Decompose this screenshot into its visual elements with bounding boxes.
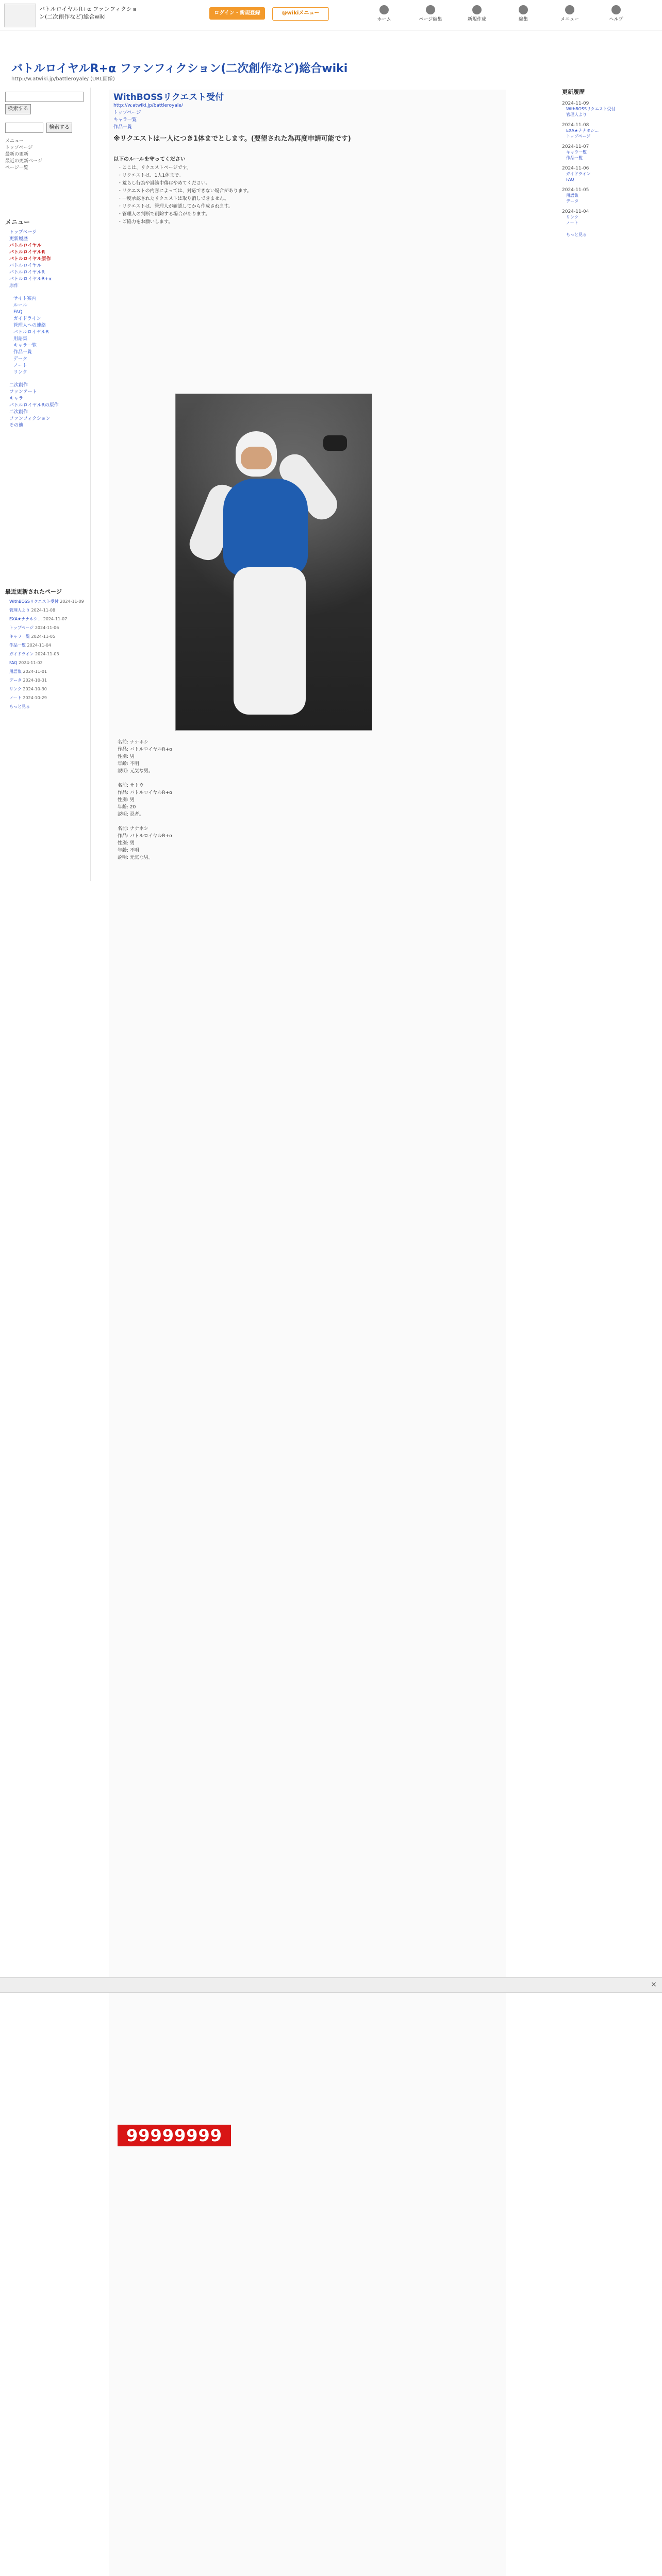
left-sub-item[interactable]: リンク — [13, 370, 27, 375]
rule-line: ・一度承認されたリクエストは取り消しできません。 — [118, 196, 229, 201]
plus-icon — [472, 5, 482, 14]
right-item[interactable]: ノート — [566, 221, 578, 225]
left-recent-item[interactable]: データ 2024-10-31 — [9, 678, 47, 683]
left-mini-info: メニュー トップページ 最新の更新 最近の更新ページ ページ一覧 — [5, 139, 42, 171]
photo-face — [241, 447, 272, 469]
left-recent-item[interactable]: 作品一覧 2024-11-04 — [9, 643, 52, 648]
menu-button[interactable]: @wikiメニュー — [272, 7, 329, 21]
page-title[interactable]: バトルロイヤルR+α ファンフィクション(二次創作など)総合wiki — [11, 62, 348, 75]
blank-line — [113, 775, 495, 782]
page-subtitle: http://w.atwiki.jp/battleroyale/ (URL画像) — [11, 76, 115, 82]
text-line: 説明: 元気な男。 — [118, 769, 153, 774]
content-title: WithBOSSリクエスト受付 — [113, 92, 224, 103]
right-item[interactable]: データ — [566, 199, 578, 204]
edit-icon — [426, 5, 435, 14]
left-sub-item[interactable]: 用語集 — [13, 336, 28, 342]
text-line: 名前: ナナホシ — [118, 740, 148, 745]
text-line: 年齢: 20 — [118, 805, 136, 810]
rule-line: ・ご協力をお願いします。 — [118, 219, 173, 225]
left-separator — [5, 376, 85, 382]
rule-line: ・リクエストの内容によっては、対応できない場合があります。 — [118, 189, 252, 194]
content-notice: ※リクエストは一人につき1体までとします。(要望された為再度申請可能です) — [113, 135, 351, 143]
rules-block — [113, 155, 495, 226]
text-line: 性別: 男 — [118, 798, 135, 803]
search-button-2[interactable]: 検索する — [46, 123, 72, 133]
left-menu-item[interactable]: 原作 — [9, 283, 19, 289]
left-recent-item[interactable]: ノート 2024-10-29 — [9, 696, 47, 700]
left-sub-item[interactable]: ガイドライン — [13, 316, 41, 321]
left-menu-item[interactable]: バトルロイヤルR+α — [9, 277, 52, 282]
left-menu-item[interactable]: バトルロイヤルRの原作 — [9, 403, 59, 408]
photo-legs — [234, 567, 306, 715]
left-recent-item[interactable]: EXA★ナナホシ… 2024-11-07 — [9, 617, 68, 621]
big-number-banner: 99999999 — [118, 2125, 231, 2146]
left-menu-item[interactable]: 二次創作 — [9, 410, 28, 415]
right-item[interactable]: トップページ — [566, 134, 591, 139]
text-line: 作品: バトルロイヤルR+α — [118, 790, 173, 795]
right-date: 2024-11-09 — [562, 101, 589, 106]
left-menu-item[interactable]: ファンアート — [9, 389, 37, 395]
left-menu-item-red[interactable]: バトルロイヤルR — [9, 250, 45, 255]
right-date: 2024-11-05 — [562, 188, 589, 193]
left-menu — [5, 217, 85, 429]
left-recent-item[interactable]: リンク 2024-10-30 — [9, 687, 47, 691]
right-item[interactable]: ガイドライン — [566, 172, 591, 176]
right-item[interactable]: キャラ一覧 — [566, 150, 587, 155]
left-separator — [5, 290, 85, 296]
right-date: 2024-11-06 — [562, 166, 589, 171]
left-menu-item[interactable]: その他 — [9, 423, 24, 428]
left-recent-item[interactable]: FAQ 2024-11-02 — [9, 660, 43, 665]
rules-title: 以下のルールを守ってください — [113, 157, 186, 162]
right-item[interactable]: 用語集 — [566, 193, 578, 198]
pencil-icon — [519, 5, 528, 14]
right-sidebar-title: 更新履歴 — [562, 89, 585, 95]
left-sub-item[interactable]: 作品一覧 — [13, 350, 32, 355]
login-button[interactable]: ログイン・新規登録 — [209, 7, 265, 20]
photo-torso — [223, 479, 308, 577]
left-sub-item[interactable]: データ — [13, 357, 28, 362]
text-line: 名前: ナナホシ — [118, 826, 148, 832]
site-title[interactable]: バトルロイヤルR+α ファンフィクション(二次創作など)総合wiki — [39, 6, 138, 20]
right-item[interactable]: EXA★ナナホシ… — [566, 128, 599, 133]
rule-line: ・リクエストは、管理人が確認してから作成されます。 — [118, 204, 233, 209]
left-menu-item[interactable]: 更新履歴 — [9, 236, 28, 242]
left-sub-item[interactable]: FAQ — [13, 310, 23, 315]
right-date: 2024-11-04 — [562, 209, 589, 214]
left-menu-item[interactable]: バトルロイヤル — [9, 263, 42, 268]
right-item[interactable]: FAQ — [566, 177, 574, 182]
content-link[interactable]: http://w.atwiki.jp/battleroyale/ — [113, 103, 183, 108]
rule-line: ・管理人の判断で削除する場合があります。 — [118, 212, 210, 217]
main-content — [109, 90, 506, 2576]
right-item[interactable]: リンク — [566, 215, 578, 219]
text-line: 年齢: 不明 — [118, 848, 139, 853]
nav-menu[interactable]: メニュー — [547, 4, 593, 25]
rule-line: ・荒らし行為や誹謗中傷はやめてください。 — [118, 181, 211, 186]
blank-line — [113, 818, 495, 825]
text-line: 作品: バトルロイヤルR+α — [118, 747, 173, 752]
left-recent-item[interactable]: ガイドライン 2024-11-03 — [9, 652, 59, 656]
text-line: 説明: 忍者。 — [118, 812, 144, 817]
left-menu-item[interactable]: ファンフィクション — [9, 416, 51, 421]
character-photo — [175, 394, 372, 731]
section-divider — [0, 1977, 662, 1993]
left-menu-item-red[interactable]: バトルロイヤル — [9, 243, 42, 248]
left-sub-item[interactable]: キャラ一覧 — [13, 343, 37, 348]
search-input-2[interactable] — [5, 123, 43, 133]
left-menu-item[interactable]: キャラ — [9, 396, 24, 401]
left-recent — [5, 587, 85, 713]
help-icon — [611, 5, 621, 14]
photo-held-object — [323, 435, 347, 451]
site-logo[interactable] — [4, 4, 36, 27]
right-item[interactable]: 作品一覧 — [566, 156, 583, 160]
content-link[interactable]: トップページ — [113, 110, 141, 115]
left-menu-item-red[interactable]: バトルロイヤル原作 — [9, 257, 51, 262]
right-item[interactable]: 管理人より — [566, 112, 587, 117]
left-menu-title: メニュー — [5, 218, 30, 226]
close-icon[interactable]: × — [651, 1980, 657, 1989]
left-sidebar — [0, 88, 91, 881]
right-item[interactable]: WithBOSSリクエスト受付 — [566, 107, 616, 111]
nav-home[interactable]: ホーム — [361, 4, 407, 25]
left-recent-title: 最近更新されたページ — [5, 588, 62, 595]
text-line: 名前: サトウ — [118, 783, 144, 788]
text-line: 性別: 男 — [118, 841, 135, 846]
left-sub-item[interactable]: サイト案内 — [13, 296, 37, 301]
right-sidebar — [562, 88, 655, 238]
left-recent-item[interactable]: トップページ 2024-11-06 — [9, 625, 59, 630]
left-recent-item[interactable]: WithBOSSリクエスト受付 2024-11-09 — [9, 599, 84, 604]
home-icon — [379, 5, 389, 14]
text-line: 説明: 元気な男。 — [118, 855, 153, 860]
content-link[interactable]: 作品一覧 — [113, 125, 133, 130]
text-line: 作品: バトルロイヤルR+α — [118, 834, 173, 839]
left-sub-item[interactable]: ルール — [13, 303, 27, 308]
text-line: 年齢: 不明 — [118, 761, 139, 767]
left-sub-item[interactable]: 管理人への連絡 — [13, 323, 46, 328]
nav-help[interactable]: ヘルプ — [593, 4, 639, 25]
rule-line: ・リクエストは、1人1体まで。 — [118, 173, 184, 178]
right-date: 2024-11-08 — [562, 123, 589, 128]
left-sub-item[interactable]: バトルロイヤルR — [13, 330, 49, 335]
rule-line: ・ここは、リクエストページです。 — [118, 165, 191, 171]
left-sub-item[interactable]: ノート — [13, 363, 27, 368]
nav-edit[interactable]: 編集 — [500, 4, 547, 25]
content-links — [113, 102, 474, 131]
left-recent-item[interactable]: 用語集 2024-11-01 — [9, 669, 47, 674]
search-input[interactable] — [5, 92, 84, 102]
right-date: 2024-11-07 — [562, 144, 589, 149]
right-more-link[interactable]: もっと見る — [566, 232, 587, 237]
left-more-link[interactable]: もっと見る — [9, 704, 30, 709]
search-button[interactable]: 検索する — [5, 104, 31, 114]
content-link[interactable]: キャラ一覧 — [113, 117, 137, 123]
left-menu-item[interactable]: トップページ — [9, 230, 37, 235]
left-menu-item[interactable]: バトルロイヤルR — [9, 270, 45, 275]
request-text-block — [113, 739, 495, 861]
text-line: 性別: 男 — [118, 754, 135, 759]
menu-icon — [565, 5, 574, 14]
left-recent-item[interactable]: キャラ一覧 2024-11-05 — [9, 634, 56, 639]
top-header — [0, 0, 662, 30]
nav-new[interactable]: 新規作成 — [454, 4, 500, 25]
left-menu-item[interactable]: 二次創作 — [9, 383, 28, 388]
left-recent-item[interactable]: 管理人より 2024-11-08 — [9, 608, 56, 613]
nav-page-edit[interactable]: ページ編集 — [407, 4, 454, 25]
